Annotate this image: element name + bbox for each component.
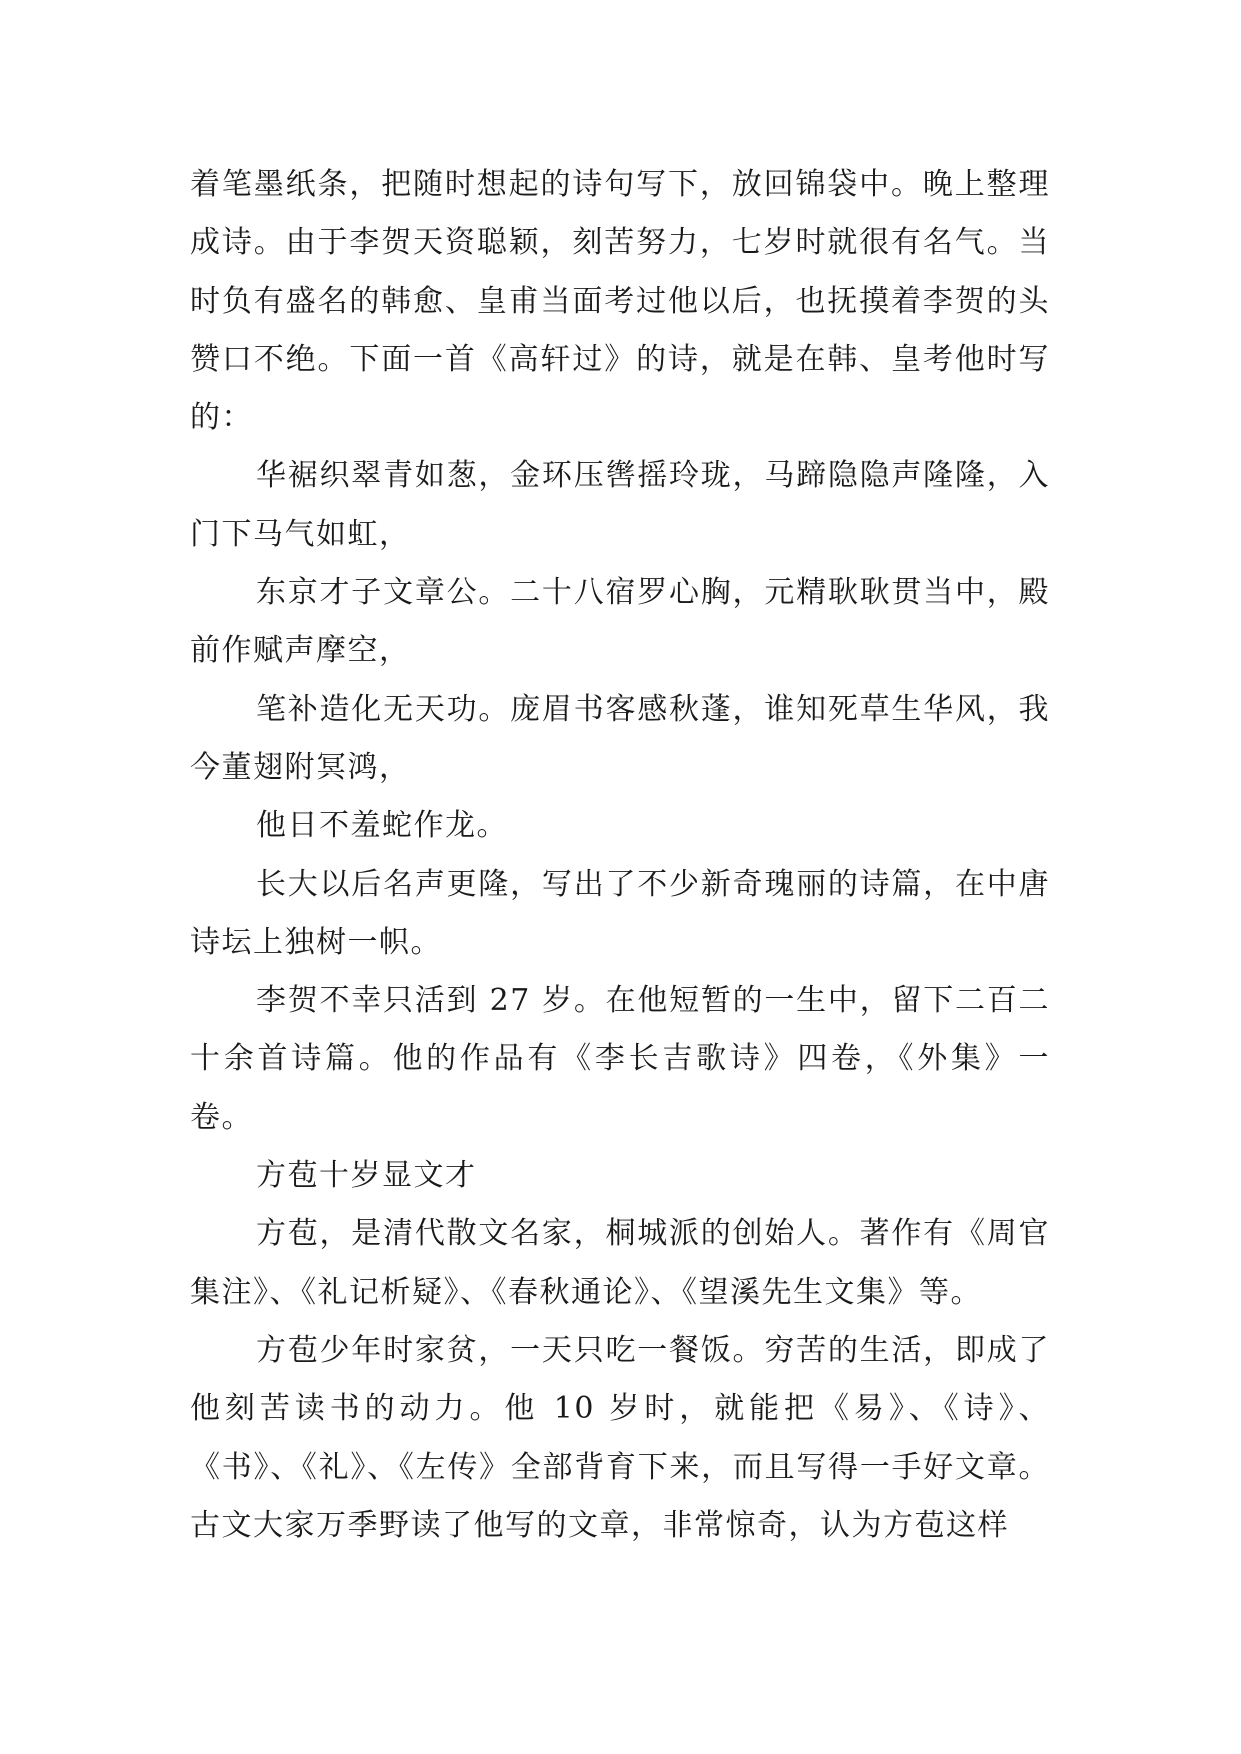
poem-line-2: 东京才子文章公。二十八宿罗心胸，元精耿耿贯当中，殿前作赋声摩空，: [190, 575, 1050, 669]
paragraph-works: 李贺不幸只活到 27 岁。在他短暂的一生中，留下二百二十余首诗篇。他的作品有《李长吉歌诗》四卷，《外集》一卷。: [190, 983, 1050, 1135]
document-body: [190, 156, 1050, 1555]
paragraph-fangbao-intro: 方苞，是清代散文名家，桐城派的创始人。著作有《周官集注》、《礼记析疑》、《春秋通论》、《望溪先生文集》等。: [190, 1216, 1050, 1310]
poem-line-1: 华裾织翠青如葱，金环压辔摇玲珑，马蹄隐隐声隆隆，入门下马气如虹，: [190, 458, 1050, 552]
poem-line-4: 他日不羞蛇作龙。: [256, 808, 508, 844]
paragraph-fangbao-youth: 方苞少年时家贫，一天只吃一餐饭。穷苦的生活，即成了他刻苦读书的动力。他 10 岁时，就能把《易》、《诗》、《书》、《礼》、《左传》全部背育下来，而且写得一手好文章。古文大家万季野读了他写的文章，非常惊奇，认为方苞这样: [190, 1332, 1050, 1543]
paragraph-intro: 着笔墨纸条，把随时想起的诗句写下，放回锦袋中。晚上整理成诗。由于李贺天资聪颖，刻苦努力，七岁时就很有名气。当时负有盛名的韩愈、皇甫当面考过他以后，也抚摸着李贺的头赞口不绝。下面一首《高轩过》的诗，就是在韩、皇考他时写的：: [190, 167, 1050, 436]
section-heading: 方苞十岁显文才: [256, 1158, 477, 1194]
paragraph-fame: 长大以后名声更隆，写出了不少新奇瑰丽的诗篇，在中唐诗坛上独树一帜。: [190, 866, 1050, 960]
poem-line-3: 笔补造化无天功。庞眉书客感秋蓬，谁知死草生华风，我今董翅附冥鸿，: [190, 691, 1050, 785]
